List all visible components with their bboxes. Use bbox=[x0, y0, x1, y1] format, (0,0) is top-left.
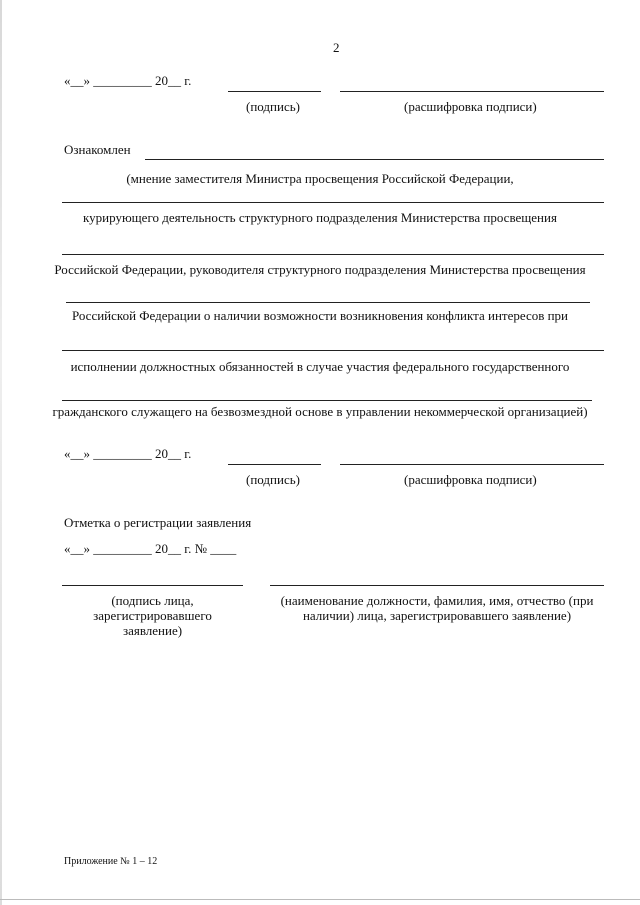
signature-label-2: (подпись) bbox=[246, 472, 300, 487]
registrar-name-line bbox=[270, 585, 604, 586]
signature-label-1: (подпись) bbox=[246, 99, 300, 114]
opinion-rule-2 bbox=[62, 254, 604, 255]
opinion-rule-3 bbox=[66, 302, 590, 303]
opinion-line-2: курирующего деятельность структурного подразделения Министерства просвещения bbox=[83, 210, 557, 225]
opinion-rule-5 bbox=[62, 400, 592, 401]
scan-edge bbox=[0, 0, 2, 905]
opinion-line-3: Российской Федерации, руководителя структурного подразделения Министерства просвещения bbox=[54, 262, 586, 277]
acknowledged-line bbox=[145, 159, 604, 160]
registrar-signature-label: (подпись лица, зарегистрировавшего заявление) bbox=[93, 593, 212, 638]
signature-decode-label-2: (расшифровка подписи) bbox=[404, 472, 537, 487]
signature-line-2 bbox=[228, 464, 321, 465]
opinion-rule-1 bbox=[62, 202, 604, 203]
date-line-1: «__» _________ 20__ г. bbox=[64, 73, 192, 88]
registration-date-line: «__» _________ 20__ г. № ____ bbox=[64, 541, 237, 556]
date-line-2: «__» _________ 20__ г. bbox=[64, 446, 192, 461]
signature-decode-line-1 bbox=[340, 91, 604, 92]
page-number: 2 bbox=[333, 40, 340, 55]
acknowledged-label: Ознакомлен bbox=[64, 142, 131, 157]
opinion-line-1: (мнение заместителя Министра просвещения Российской Федерации, bbox=[126, 171, 514, 186]
registration-mark-label: Отметка о регистрации заявления bbox=[64, 515, 252, 530]
signature-decode-line-2 bbox=[340, 464, 604, 465]
opinion-line-6: гражданского служащего на безвозмездной основе в управлении некоммерческой организацией) bbox=[52, 404, 588, 419]
opinion-line-4: Российской Федерации о наличии возможности возникновения конфликта интересов при bbox=[71, 308, 569, 323]
bottom-scan-edge bbox=[0, 899, 640, 900]
registrar-signature-line bbox=[62, 585, 243, 586]
registrar-name-label: (наименование должности, фамилия, имя, отчество (при наличии) лица, зарегистрировавшего заявление) bbox=[280, 593, 594, 623]
signature-decode-label-1: (расшифровка подписи) bbox=[404, 99, 537, 114]
footer-note: Приложение № 1 – 12 bbox=[64, 856, 158, 867]
opinion-rule-4 bbox=[62, 350, 604, 351]
opinion-line-5: исполнении должностных обязанностей в случае участия федерального государственного bbox=[70, 359, 570, 374]
signature-line-1 bbox=[228, 91, 321, 92]
